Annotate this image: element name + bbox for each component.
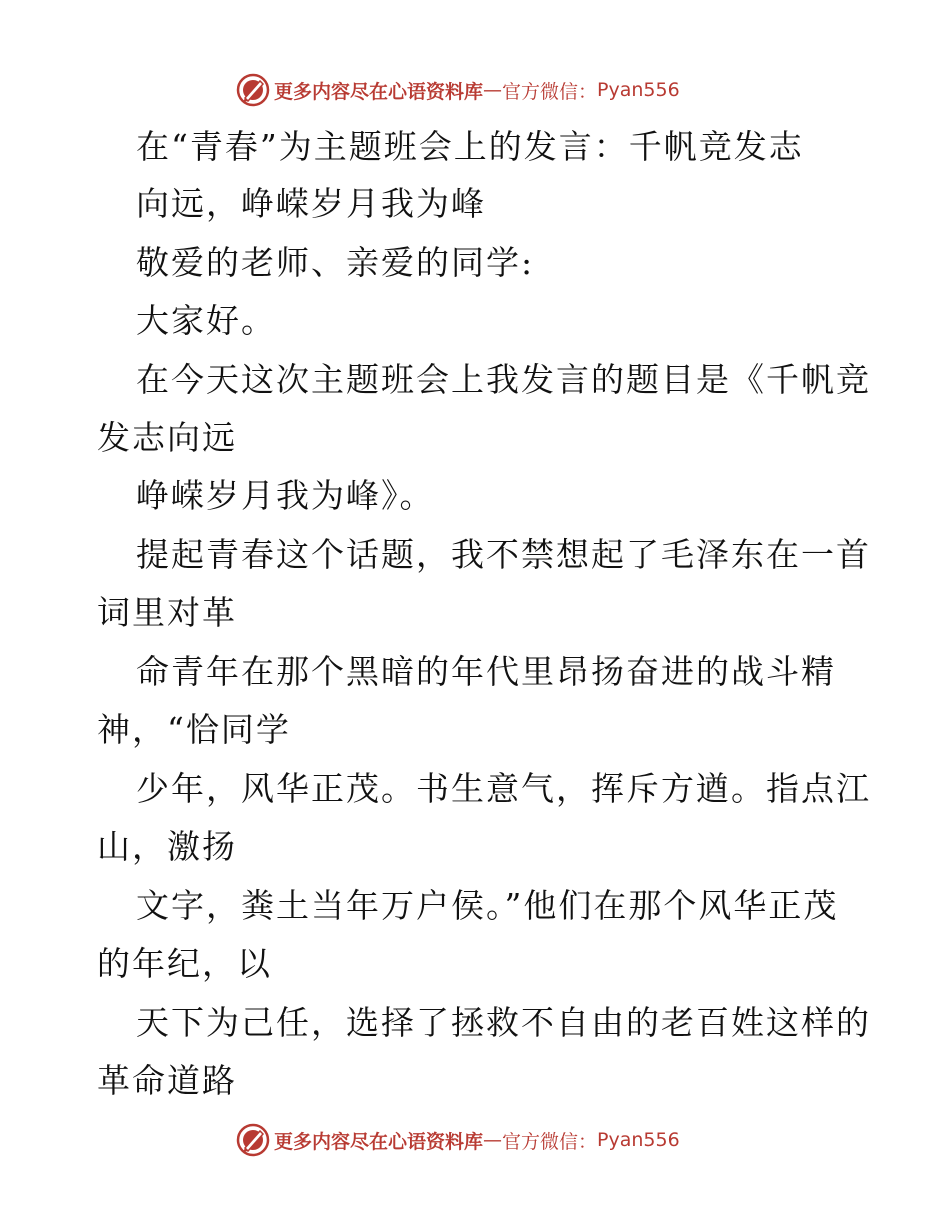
watermark-sub-text: 官方微信：: [502, 80, 598, 103]
paragraph-line: 的年纪，以: [97, 944, 272, 983]
watermark-wechat-id: Pyan556: [597, 1129, 680, 1151]
paragraph-line: 在今天这次主题班会上我发言的题目是《千帆竞: [136, 360, 871, 399]
paragraph-line: 峥嵘岁月我为峰》。: [136, 476, 435, 515]
paragraph-line: 发志向远: [97, 418, 237, 457]
paragraph-line: 词里对革: [97, 593, 237, 632]
paragraph-line: 命青年在那个黑暗的年代里昂扬奋进的战斗精: [136, 652, 836, 691]
paragraph-line: 天下为己任，选择了拯救不自由的老百姓这样的: [136, 1003, 871, 1042]
paragraph-line: 文字，粪土当年万户侯。”他们在那个风华正茂: [136, 886, 839, 925]
paragraph-line: 山，激扬: [97, 827, 237, 866]
title-line-1: 在“青春”为主题班会上的发言：千帆竞发志: [136, 127, 804, 166]
watermark-wechat-id: Pyan556: [597, 79, 680, 101]
watermark-dash: —: [483, 1129, 503, 1151]
paragraph-line: 少年，风华正茂。书生意气，挥斥方遒。指点江: [136, 769, 871, 808]
pen-logo-icon: [236, 1123, 270, 1157]
paragraph-line: 革命道路: [97, 1061, 237, 1100]
footer-watermark: [236, 1122, 716, 1158]
watermark-main-text: 更多内容尽在心语资料库: [274, 80, 484, 103]
greeting: 大家好。: [136, 301, 276, 340]
watermark-main-text: 更多内容尽在心语资料库: [274, 1130, 484, 1153]
watermark-dash: —: [483, 79, 503, 101]
title-line-2: 向远，峥嵘岁月我为峰: [136, 184, 486, 223]
paragraph-line: 提起青春这个话题，我不禁想起了毛泽东在一首: [136, 535, 871, 574]
header-watermark: [236, 72, 716, 108]
pen-logo-icon: [236, 73, 270, 107]
paragraph-line: 神，“恰同学: [97, 710, 291, 749]
watermark-sub-text: 官方微信：: [502, 1130, 598, 1153]
salutation: 敬爱的老师、亲爱的同学:: [136, 243, 535, 282]
